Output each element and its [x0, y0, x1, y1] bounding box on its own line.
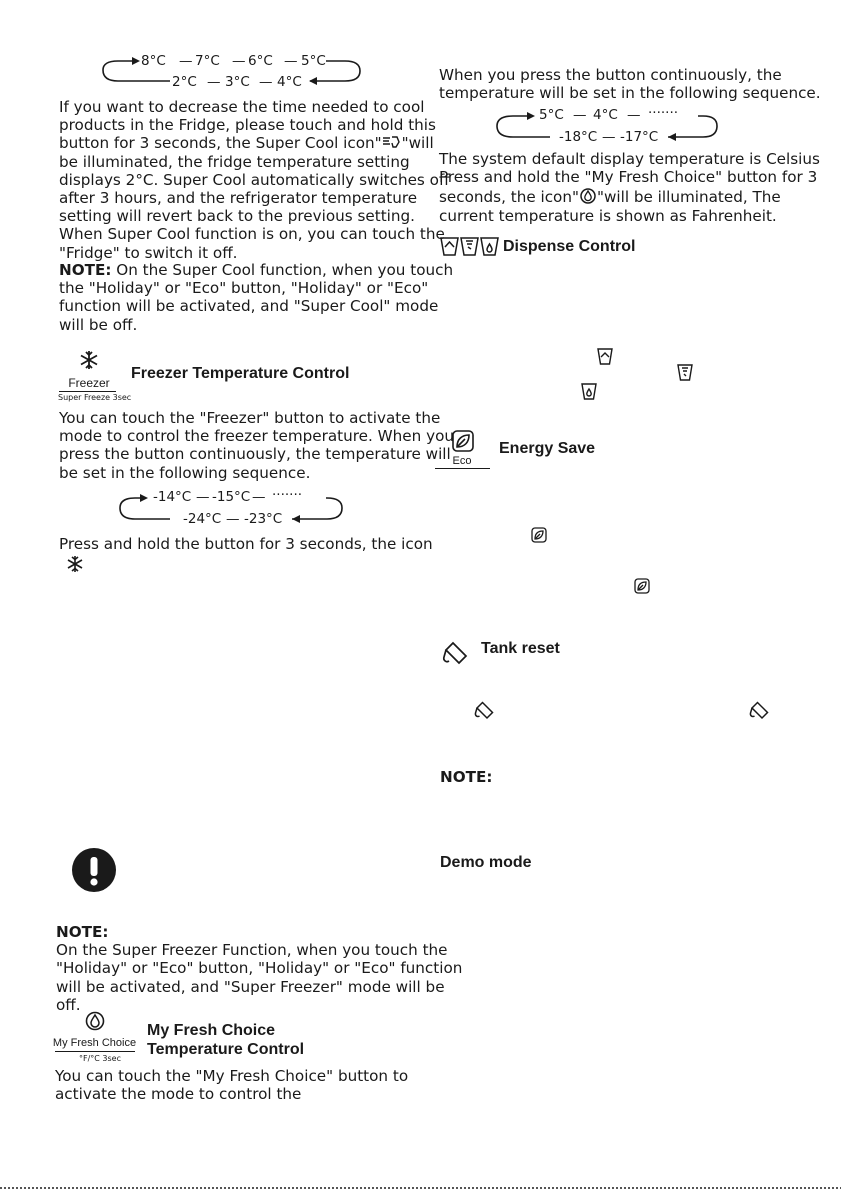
myfresh-label: My Fresh Choice — [52, 1037, 137, 1049]
dispense-icons — [440, 236, 500, 258]
seq-value: 4°C — [277, 74, 302, 90]
paragraph-line: Press and hold the "My Fresh Choice" button for 3 — [439, 168, 818, 187]
seq-dash: — — [226, 511, 240, 527]
paragraph-line: products in the Fridge, please touch and hold this — [59, 116, 436, 135]
divider — [435, 468, 490, 469]
paragraph-line: temperature will be set in the following sequence. — [439, 84, 821, 103]
paragraph-line: When Super Cool function is on, you can touch the — [59, 225, 445, 244]
note-line: On the Super Freezer Function, when you touch the — [56, 941, 448, 960]
seq-dash: — — [252, 489, 266, 505]
seq-value: 3°C — [225, 74, 250, 90]
seq-value: 8°C — [141, 53, 166, 69]
seq-dash: — — [179, 53, 193, 69]
water-icon — [581, 383, 597, 400]
note-line: the "Holiday" or "Eco" button, "Holiday" or "Eco" — [59, 279, 429, 298]
seq-value: 5°C — [301, 53, 326, 69]
tank-icon — [474, 701, 494, 719]
paragraph-line: after 3 hours, and the refrigerator temperature — [59, 189, 418, 208]
note-text: On the Super Cool function, when you touch — [116, 261, 454, 279]
leaf-icon — [634, 578, 650, 594]
seq-dash: — — [232, 53, 246, 69]
leaf-icon — [452, 430, 474, 452]
seq-value: -17°C — [620, 129, 659, 145]
paragraph-line: Press and hold the button for 3 seconds, the icon — [59, 535, 433, 553]
snowflake-icon — [66, 555, 84, 573]
freezer-hold-text — [59, 535, 433, 553]
fahrenheit-paragraph — [439, 150, 820, 225]
note-label: NOTE: — [56, 923, 109, 941]
freezer-heading: Freezer Temperature Control — [131, 365, 350, 382]
seq-value: 7°C — [195, 53, 220, 69]
note-line: "Holiday" or "Eco" button, "Holiday" or "Eco" function — [56, 959, 463, 978]
freezer-sub-label: Super Freeze 3sec — [58, 393, 132, 402]
seq-value: -14°C — [153, 489, 192, 505]
paragraph-line: displays 2°C. Super Cool automatically switches off — [59, 170, 450, 189]
seq-ellipsis: ······· — [648, 105, 679, 121]
seq-dash: — — [259, 74, 273, 90]
seq-value: -23°C — [244, 511, 283, 527]
seq-ellipsis: ······· — [272, 487, 303, 503]
seq-dash: — — [284, 53, 298, 69]
note-label: NOTE: — [59, 261, 112, 279]
note-label: NOTE: — [440, 768, 493, 786]
leaf-icon — [531, 527, 547, 543]
drop-ring-icon — [85, 1011, 105, 1031]
seq-dash: — — [196, 489, 210, 505]
tank-reset-heading: Tank reset — [481, 640, 560, 657]
ice-cube-icon — [677, 364, 693, 381]
note-line: will be activated, and "Super Freezer" mode will be — [56, 977, 445, 996]
drop-ring-icon — [579, 188, 597, 204]
paragraph-line: current temperature is shown as Fahrenheit. — [439, 206, 777, 225]
note-line: off. — [56, 995, 81, 1014]
seq-dash: — — [602, 129, 616, 145]
paragraph-text: "will — [401, 134, 434, 153]
seq-value: 5°C — [539, 107, 564, 123]
paragraph-line: mode to control the freezer temperature. When you — [59, 427, 454, 446]
paragraph-text: button for 3 seconds, the Super Cool icon" — [59, 134, 382, 153]
exclamation-icon — [72, 848, 116, 892]
seq-value: 6°C — [248, 53, 273, 69]
paragraph-line: be set in the following sequence. — [59, 463, 311, 482]
paragraph-text: seconds, the icon" — [439, 188, 579, 207]
myfresh-heading-line2: Temperature Control — [147, 1041, 305, 1058]
crushed-ice-icon — [597, 348, 613, 365]
tank-icon — [749, 701, 769, 719]
paragraph-line: press the button continuously, the temperature will — [59, 445, 451, 464]
seq-dash: — — [207, 74, 221, 90]
seq-value: -18°C — [559, 129, 598, 145]
seq-dash: — — [573, 107, 587, 123]
paragraph-line: You can touch the "My Fresh Choice" button to — [55, 1067, 409, 1085]
paragraph-line: activate the mode to control the — [55, 1085, 302, 1104]
seq-value: -15°C — [212, 489, 251, 505]
divider — [55, 1051, 135, 1052]
page-edge — [0, 1187, 841, 1189]
paragraph-line — [439, 186, 820, 206]
seq-value: 2°C — [172, 74, 197, 90]
superfreeze-note — [56, 923, 462, 1014]
eco-label: Eco — [452, 455, 472, 467]
tank-icon — [442, 641, 468, 665]
myfresh-heading-line1: My Fresh Choice — [147, 1022, 276, 1039]
tank-note — [440, 768, 492, 786]
seq-dash: — — [627, 107, 641, 123]
paragraph-line: The system default display temperature is Celsius — [439, 150, 820, 168]
paragraph-line: When you press the button continuously, the — [439, 66, 782, 84]
paragraph-line: You can touch the "Freezer" button to activate the — [59, 409, 441, 427]
myfresh-sub-label: °F/°C 3sec — [79, 1054, 122, 1063]
demo-mode-heading: Demo mode — [440, 854, 532, 871]
paragraph-line: be illuminated, the fridge temperature setting — [59, 152, 410, 171]
myfresh-paragraph — [55, 1067, 408, 1103]
freezer-label: Freezer — [68, 376, 110, 390]
dispense-heading: Dispense Control — [503, 238, 636, 255]
note-line: will be off. — [59, 315, 138, 334]
paragraph-text: "will be illuminated, The — [596, 188, 781, 207]
seq-value: 4°C — [593, 107, 618, 123]
paragraph-line: "Fridge" to switch it off. — [59, 243, 238, 262]
seq-value: -24°C — [183, 511, 222, 527]
paragraph-line: If you want to decrease the time needed to cool — [59, 98, 425, 116]
energy-save-heading: Energy Save — [499, 440, 596, 457]
paragraph-line: setting will revert back to the previous setting. — [59, 207, 415, 226]
note-line: function will be activated, and "Super Cool" mode — [59, 297, 439, 316]
